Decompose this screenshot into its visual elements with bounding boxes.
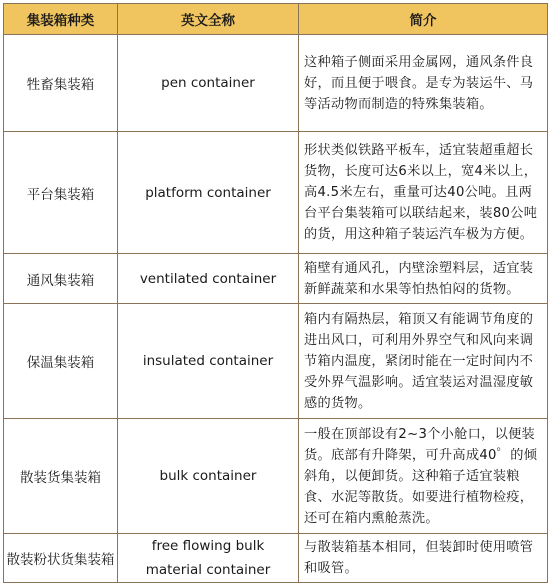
header-cell-type: 集装箱种类 (4, 4, 118, 35)
description-cell: 这种箱子侧面采用金属网，通风条件良好，而且便于喂食。是专为装运牛、马等活动物而制造的特殊集装箱。 (299, 35, 548, 132)
table-row (4, 35, 548, 132)
description-cell: 与散装箱基本相同，但装卸时使用喷管和吸管。 (299, 534, 548, 583)
type-cell: 牲畜集装箱 (4, 35, 118, 132)
table-body (4, 35, 548, 583)
header-cell-description: 简介 (299, 4, 548, 35)
english-name-cell: ventilated container (118, 254, 299, 304)
type-cell: 散装货集装箱 (4, 419, 118, 534)
type-cell: 平台集装箱 (4, 132, 118, 254)
english-name-cell: free flowing bulk material container (118, 534, 299, 583)
table-row (4, 304, 548, 419)
description-cell: 形状类似铁路平板车，适宜装超重超长货物，长度可达6米以上，宽4米以上，高4.5米左右，重量可达40公吨。且两台平台集装箱可以联结起来，装80公吨的货，用这种箱子装运汽车极为方便。 (299, 132, 548, 254)
table-row (4, 132, 548, 254)
english-name-cell: insulated container (118, 304, 299, 419)
container-types-table (3, 3, 548, 583)
english-name-cell: pen container (118, 35, 299, 132)
description-cell: 一般在顶部设有2~3个小舱口，以便装货。底部有升降架，可升高成40゜的倾斜角，以便卸货。这种箱子适宜装粮食、水泥等散货。如要进行植物检疫，还可在箱内熏舱蒸洗。 (299, 419, 548, 534)
type-cell: 通风集装箱 (4, 254, 118, 304)
table-row (4, 419, 548, 534)
description-cell: 箱壁有通风孔，内壁涂塑料层，适宜装新鲜蔬菜和水果等怕热怕闷的货物。 (299, 254, 548, 304)
description-cell: 箱内有隔热层，箱顶又有能调节角度的进出风口，可利用外界空气和风向来调节箱内温度，紧闭时能在一定时间内不受外界气温影响。适宜装运对温湿度敏感的货物。 (299, 304, 548, 419)
table-row (4, 534, 548, 583)
type-cell: 散装粉状货集装箱 (4, 534, 118, 583)
table-row (4, 254, 548, 304)
english-name-cell: platform container (118, 132, 299, 254)
header-row (4, 4, 548, 35)
english-name-cell: bulk container (118, 419, 299, 534)
header-cell-english-name: 英文全称 (118, 4, 299, 35)
table-header (4, 4, 548, 35)
type-cell: 保温集装箱 (4, 304, 118, 419)
